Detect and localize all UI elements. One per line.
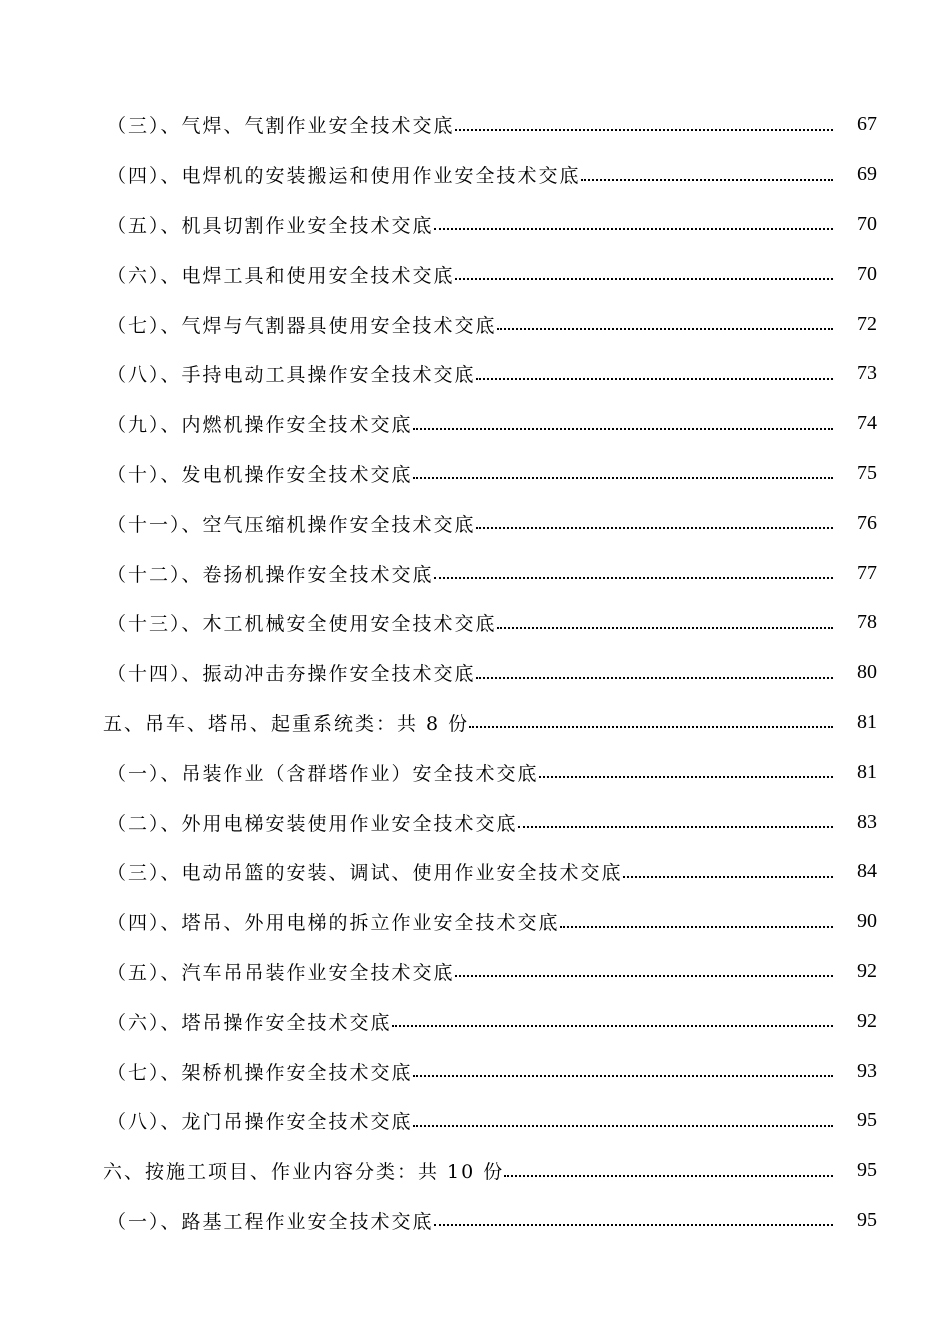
toc-entry-page-number: 72	[857, 312, 877, 335]
toc-leader-dots	[413, 1105, 833, 1127]
toc-entry-title: （九）、内燃机操作安全技术交底	[107, 410, 413, 437]
toc-entry-page-number: 90	[857, 910, 877, 933]
toc-leader-dots	[476, 657, 833, 679]
toc-leader-dots	[497, 308, 833, 330]
toc-entry[interactable]	[0, 947, 950, 997]
toc-entry[interactable]	[0, 648, 950, 698]
toc-leader-dots	[392, 1005, 833, 1027]
toc-entry-title: （八）、手持电动工具操作安全技术交底	[107, 360, 476, 387]
toc-leader-dots	[623, 856, 833, 878]
toc-entry[interactable]	[0, 100, 950, 150]
toc-leader-dots	[539, 756, 833, 778]
toc-entry-page-number: 95	[857, 1159, 877, 1182]
toc-leader-dots	[560, 906, 833, 928]
toc-entry[interactable]	[0, 598, 950, 648]
toc-leader-dots	[413, 408, 833, 430]
toc-entry-page-number: 75	[857, 461, 877, 484]
toc-entry-title: （十一）、空气压缩机操作安全技术交底	[107, 510, 476, 537]
toc-entry-title: 五、吊车、塔吊、起重系统类：共 8 份	[103, 709, 469, 736]
toc-entry-page-number: 70	[857, 212, 877, 235]
toc-entry-page-number: 76	[857, 511, 877, 534]
table-of-contents	[0, 100, 950, 1245]
toc-entry[interactable]	[0, 449, 950, 499]
toc-entry-title: （七）、气焊与气割器具使用安全技术交底	[107, 311, 497, 338]
toc-entry-page-number: 74	[857, 412, 877, 435]
toc-entry[interactable]	[0, 299, 950, 349]
toc-entry-title: （三）、电动吊篮的安装、调试、使用作业安全技术交底	[107, 858, 623, 885]
toc-entry[interactable]	[0, 1196, 950, 1246]
toc-entry-page-number: 73	[857, 362, 877, 385]
toc-entry-title: （四）、塔吊、外用电梯的拆立作业安全技术交底	[107, 908, 560, 935]
toc-leader-dots	[469, 706, 833, 728]
toc-entry-page-number: 92	[857, 1009, 877, 1032]
toc-entry-page-number: 67	[857, 113, 877, 136]
toc-entry-title: （十三）、木工机械安全使用安全技术交底	[107, 609, 497, 636]
toc-entry-title: （六）、电焊工具和使用安全技术交底	[107, 261, 455, 288]
toc-leader-dots	[455, 258, 833, 280]
toc-entry-page-number: 69	[857, 163, 877, 186]
toc-entry[interactable]	[0, 249, 950, 299]
toc-entry[interactable]	[0, 200, 950, 250]
toc-entry-title: （十四）、振动冲击夯操作安全技术交底	[107, 659, 476, 686]
toc-entry-page-number: 70	[857, 262, 877, 285]
toc-entry[interactable]	[0, 1096, 950, 1146]
toc-leader-dots	[476, 358, 833, 380]
toc-leader-dots	[497, 607, 833, 629]
toc-entry-page-number: 80	[857, 661, 877, 684]
toc-leader-dots	[518, 806, 833, 828]
toc-entry-title: （三）、气焊、气割作业安全技术交底	[107, 111, 455, 138]
toc-entry-page-number: 83	[857, 810, 877, 833]
toc-entry-title: （一）、路基工程作业安全技术交底	[107, 1207, 434, 1234]
toc-entry-title: 六、按施工项目、作业内容分类：共 10 份	[103, 1157, 504, 1184]
toc-entry-page-number: 93	[857, 1059, 877, 1082]
toc-entry-page-number: 95	[857, 1208, 877, 1231]
toc-leader-dots	[434, 208, 833, 230]
toc-leader-dots	[581, 159, 833, 181]
toc-entry[interactable]	[0, 698, 950, 748]
toc-entry[interactable]	[0, 897, 950, 947]
toc-leader-dots	[476, 507, 833, 529]
toc-entry-page-number: 92	[857, 959, 877, 982]
toc-entry-page-number: 78	[857, 611, 877, 634]
toc-entry-page-number: 81	[857, 760, 877, 783]
toc-leader-dots	[434, 1204, 833, 1226]
toc-entry-title: （四）、电焊机的安装搬运和使用作业安全技术交底	[107, 161, 581, 188]
toc-entry-page-number: 81	[857, 710, 877, 733]
toc-entry[interactable]	[0, 797, 950, 847]
toc-entry-title: （六）、塔吊操作安全技术交底	[107, 1008, 392, 1035]
toc-entry[interactable]	[0, 996, 950, 1046]
toc-entry-page-number: 84	[857, 860, 877, 883]
toc-entry-title: （五）、汽车吊吊装作业安全技术交底	[107, 958, 455, 985]
toc-entry-title: （十）、发电机操作安全技术交底	[107, 460, 413, 487]
toc-entry[interactable]	[0, 1046, 950, 1096]
toc-entry-title: （八）、龙门吊操作安全技术交底	[107, 1107, 413, 1134]
toc-leader-dots	[434, 557, 833, 579]
toc-leader-dots	[504, 1155, 833, 1177]
toc-entry-page-number: 95	[857, 1109, 877, 1132]
toc-leader-dots	[455, 955, 833, 977]
toc-leader-dots	[413, 1055, 833, 1077]
toc-entry-title: （一）、吊装作业（含群塔作业）安全技术交底	[107, 759, 539, 786]
toc-entry[interactable]	[0, 1146, 950, 1196]
toc-entry-title: （五）、机具切割作业安全技术交底	[107, 211, 434, 238]
toc-entry-page-number: 77	[857, 561, 877, 584]
toc-entry[interactable]	[0, 847, 950, 897]
toc-entry[interactable]	[0, 150, 950, 200]
toc-entry[interactable]	[0, 399, 950, 449]
toc-entry-title: （二）、外用电梯安装使用作业安全技术交底	[107, 809, 518, 836]
toc-entry-title: （七）、架桥机操作安全技术交底	[107, 1058, 413, 1085]
toc-entry[interactable]	[0, 747, 950, 797]
toc-leader-dots	[455, 109, 833, 131]
toc-entry[interactable]	[0, 349, 950, 399]
toc-leader-dots	[413, 457, 833, 479]
toc-entry[interactable]	[0, 548, 950, 598]
toc-entry-title: （十二）、卷扬机操作安全技术交底	[107, 560, 434, 587]
toc-entry[interactable]	[0, 498, 950, 548]
